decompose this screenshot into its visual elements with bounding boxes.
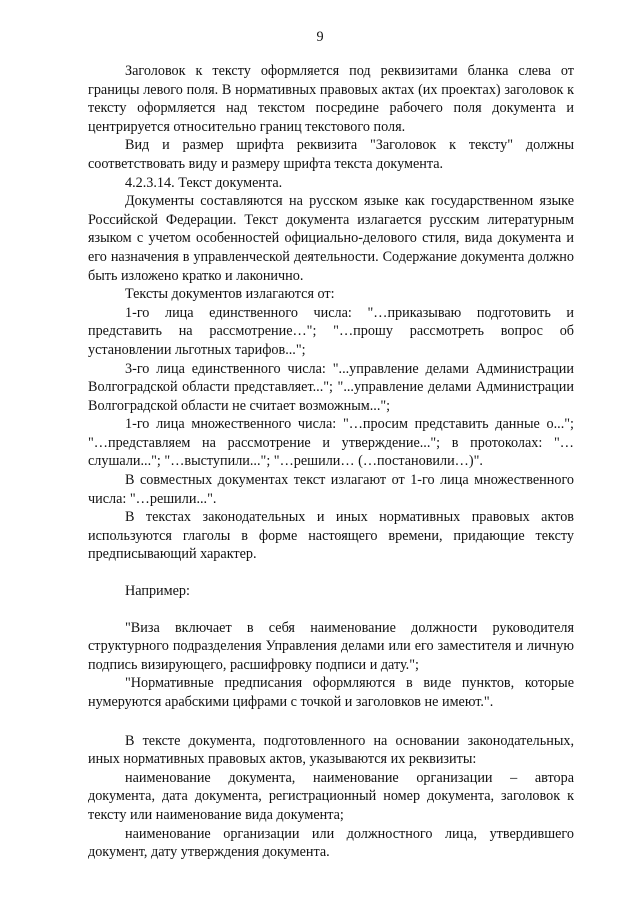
spacer <box>88 601 574 619</box>
spacer <box>88 712 574 732</box>
paragraph-requisites-list-2: наименование организации или должностного лица, утвердившего документ, дату утверждения документа. <box>88 825 574 861</box>
document-body <box>88 62 574 862</box>
paragraph-heading-placement: Заголовок к тексту оформляется под реквизитами бланка слева от границы левого поля. В нормативных правовых актах (их проектах) заголовок к тексту оформляется над текстом посредине рабочего поля документа и центрируется относительно границ текстового поля. <box>88 63 574 135</box>
section-heading-text: 4.2.3.14. Текст документа. <box>125 174 283 191</box>
paragraph-first-person-singular: 1-го лица единственного числа: "…приказываю подготовить и представить на рассмотрение…"; "…прошу рассмотреть вопрос об установлении льготных тарифов..."; <box>88 304 574 358</box>
paragraph-verbs-present: В текстах законодательных и иных нормативных правовых актов используются глаголы в форме настоящего времени, придающие тексту предписывающий характер. <box>88 509 574 563</box>
paragraph-requisites-intro: В тексте документа, подготовленного на основании законодательных, иных нормативных правовых актов, указываются их реквизиты: <box>88 732 574 768</box>
paragraph-texts-from: Тексты документов излагаются от: <box>125 286 335 303</box>
paragraph-example-provisions: "Нормативные предписания оформляются в виде пунктов, которые нумеруются арабскими цифрами с точкой и заголовков не имеют.". <box>88 675 574 710</box>
paragraph-heading-font: Вид и размер шрифта реквизита "Заголовок к тексту" должны соответствовать виду и размеру шрифта текста документа. <box>88 137 574 172</box>
paragraph-example-visa: "Виза включает в себя наименование должности руководителя структурного подразделения Управления делами или его заместителя и личную подпись визирующего, расшифровку подписи и дату."; <box>88 619 574 673</box>
paragraph-language: Документы составляются на русском языке как государственном языке Российской Федерации. Текст документа излагается русским литературным языком с учетом особенностей официально-делового стиля, вида документа и его назначения в управленческой деятельности. Содержание документа должно быть изложено кратко и лаконично. <box>88 193 574 284</box>
paragraph-third-person-singular: 3-го лица единственного числа: "...управление делами Администрации Волгоградской области представляет..."; "...управление делами Администрации Волгоградской области не считает возможным..."; <box>88 360 574 414</box>
paragraph-example-label: Например: <box>125 583 190 600</box>
paragraph-requisites-list-1: наименование документа, наименование организации – автора документа, дата документа, регистрационный номер документа, заголовок к тексту или наименование вида документа; <box>88 769 574 823</box>
page-number: 9 <box>316 29 324 45</box>
spacer <box>88 564 574 582</box>
paragraph-joint-documents: В совместных документах текст излагают от 1-го лица множественного числа: "…решили...". <box>88 472 574 507</box>
paragraph-first-person-plural: 1-го лица множественного числа: "…просим представить данные о..."; "…представляем на рассмотрение и утверждение..."; в протоколах: "…слушали..."; "…выступили..."; "…решили… (…постановили…)". <box>88 416 574 470</box>
